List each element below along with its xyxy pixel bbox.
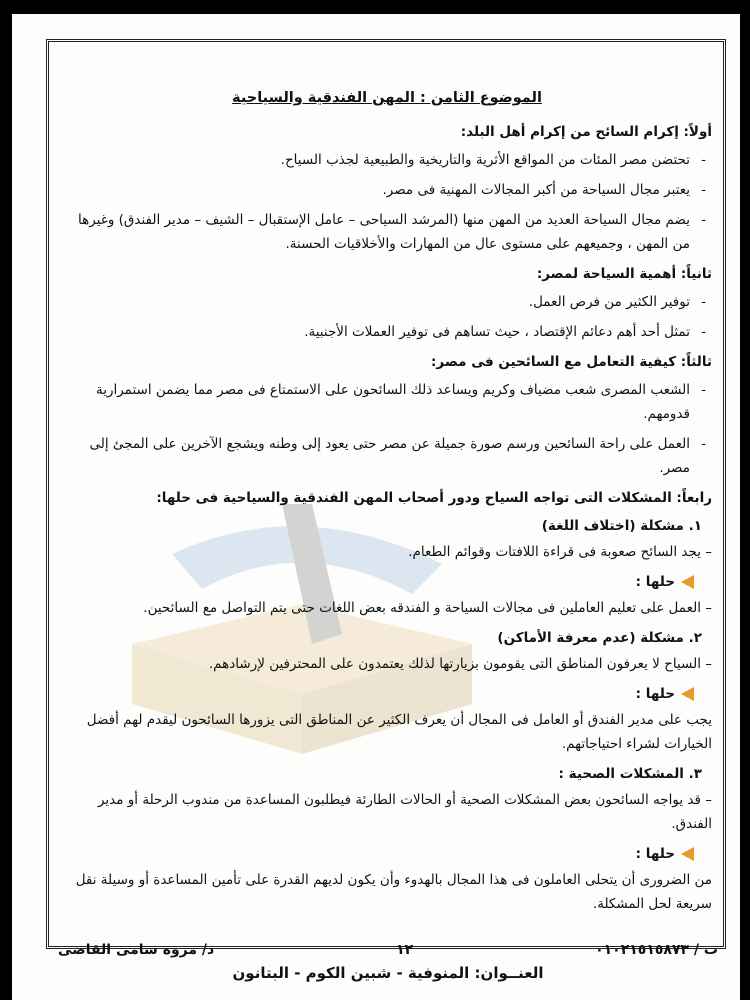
section-1-bullet-1: - تحتضن مصر المئات من المواقع الأثرية والتاريخية والطبيعية لجذب السياح. xyxy=(62,148,712,172)
problem-2-text: – السياح لا يعرفون المناطق التى يقومون بزيارتها لذلك يعتمدون على المحترفين لإرشادهم. xyxy=(208,656,712,672)
section-3-heading: ثالثاً: كيفية التعامل مع السائحين فى مصر: xyxy=(431,354,712,370)
problem-1-title: ١. مشكلة (اختلاف اللغة) xyxy=(541,518,702,534)
footer-row xyxy=(58,942,718,958)
section-1-bullet-2: - يعتبر مجال السياحة من أكبر المجالات المهنية فى مصر. xyxy=(62,178,712,202)
problem-1-solution-text: – العمل على تعليم العاملين فى مجالات السياحة و الفندقه بعض اللغات حتى يتم التواصل مع السائحين. xyxy=(143,600,712,616)
page-title: الموضوع الثامن : المهن الفندقية والسياحية xyxy=(232,90,542,106)
arrow-icon xyxy=(681,847,694,861)
arrow-icon xyxy=(681,575,694,589)
footer-address: العنــوان: المنوفية - شبين الكوم - البتانون xyxy=(232,964,544,982)
footer-author: د/ مروه سامى القاضى xyxy=(58,942,215,958)
page-footer xyxy=(58,942,718,982)
section-2-bullet-2: - تمثل أحد أهم دعائم الإقتصاد ، حيث تساهم فى توفير العملات الأجنبية. xyxy=(62,320,712,344)
problem-2-title: ٢. مشكلة (عدم معرفة الأماكن) xyxy=(497,630,702,646)
section-4-heading: رابعاً: المشكلات التى تواجه السياح ودور أصحاب المهن الفندقية والسياحية فى حلها: xyxy=(156,490,712,506)
problem-3-text: – قد يواجه السائحون بعض المشكلات الصحية أو الحالات الطارئة فيطلبون المساعدة من مندوب الرحلة أو مدير الفندق. xyxy=(97,792,712,832)
solution-label-text: حلها : xyxy=(635,686,675,702)
section-3-bullet-2: - العمل على راحة السائحين ورسم صورة جميلة عن مصر حتى يعود إلى وطنه ويشجع الآخرين على المجئ إلى مصر. xyxy=(62,432,712,480)
problem-2-solution-text: يجب على مدير الفندق أو العامل فى المجال أن يعرف الكثير عن المناطق التى يزورها السائحون ليقدم لهم أفضل الخيارات لشراء احتياجاتهم. xyxy=(86,712,712,752)
problem-1-solution-label xyxy=(62,570,694,594)
problem-3-solution-label xyxy=(62,842,694,866)
problem-3-solution-text: من الضرورى أن يتحلى العاملون فى هذا المجال بالهدوء وأن يكون لديهم القدرة على تأمين المساعدة أو وسيلة نقل سريعة لحل المشكلة. xyxy=(75,872,712,912)
problem-1-text: – يجد السائح صعوبة فى قراءة اللافتات وقوائم الطعام. xyxy=(408,544,712,560)
page-number: ١٢ xyxy=(396,942,414,958)
section-1-heading: أولاً: إكرام السائح من إكرام أهل البلد: xyxy=(460,124,712,140)
footer-phone: ت / ٠١٠٢١٥١٥٨٧٣ xyxy=(595,942,718,958)
solution-label-text: حلها : xyxy=(635,574,675,590)
section-2-heading: ثانياً: أهمية السياحة لمصر: xyxy=(536,266,712,282)
arrow-icon xyxy=(681,687,694,701)
section-2-bullet-1: - توفير الكثير من فرص العمل. xyxy=(62,290,712,314)
solution-label-text: حلها : xyxy=(635,846,675,862)
problem-2-solution-label xyxy=(62,682,694,706)
document-content xyxy=(62,74,712,922)
section-1-bullet-3: - يضم مجال السياحة العديد من المهن منها (المرشد السياحى – عامل الإستقبال – الشيف – مدير الفندق) وغيرها من المهن ، وجميعهم على مستوى عال من المهارات والأخلاقيات الحسنة. xyxy=(62,208,712,256)
section-3-bullet-1: - الشعب المصرى شعب مضياف وكريم ويساعد ذلك السائحون على الاستمتاع فى مصر مما يضمن استمرارية قدومهم. xyxy=(62,378,712,426)
document-page xyxy=(12,14,740,1000)
problem-3-title: ٣. المشكلات الصحية : xyxy=(558,766,702,782)
